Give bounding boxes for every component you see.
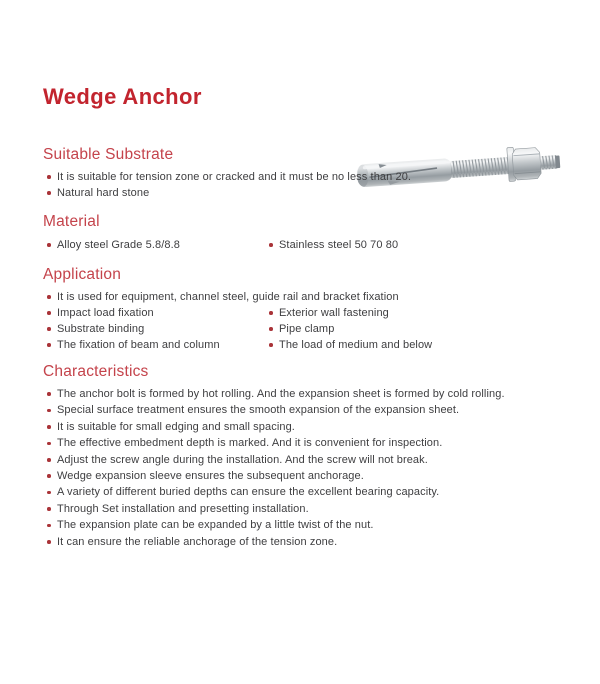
bullet-item: Adjust the screw angle during the installation. And the screw will not break. xyxy=(43,452,562,468)
bullet-item: Pipe clamp xyxy=(265,321,562,337)
material-right-list xyxy=(265,237,562,253)
bullet-item: The expansion plate can be expanded by a little twist of the nut. xyxy=(43,517,562,533)
section-application xyxy=(43,265,562,353)
bullet-item: The fixation of beam and column xyxy=(43,337,265,353)
document-page xyxy=(0,84,600,684)
suitable-substrate-list xyxy=(43,169,562,201)
bullet-item: Substrate binding xyxy=(43,321,265,337)
application-columns xyxy=(43,305,562,353)
bullet-item: It is suitable for small edging and small spacing. xyxy=(43,419,562,435)
material-heading: Material xyxy=(43,213,100,230)
bullet-item: Wedge expansion sleeve ensures the subsequent anchorage. xyxy=(43,468,562,484)
application-full-list xyxy=(43,289,562,305)
bullet-item: It is used for equipment, channel steel, guide rail and bracket fixation xyxy=(43,289,562,305)
bullet-item: Stainless steel 50 70 80 xyxy=(265,237,562,253)
bullet-item: Impact load fixation xyxy=(43,305,265,321)
bullet-item: A variety of different buried depths can ensure the excellent bearing capacity. xyxy=(43,484,562,500)
bullet-item: Natural hard stone xyxy=(43,185,562,201)
material-columns xyxy=(43,237,562,253)
application-left-list xyxy=(43,305,265,353)
characteristics-list xyxy=(43,386,562,550)
bullet-item: It is suitable for tension zone or cracked and it must be no less than 20. xyxy=(43,169,562,185)
bullet-item: The effective embedment depth is marked. And it is convenient for inspection. xyxy=(43,435,562,451)
material-left-list xyxy=(43,237,265,253)
bullet-item: Special surface treatment ensures the smooth expansion of the expansion sheet. xyxy=(43,402,562,418)
page-title: Wedge Anchor xyxy=(43,84,202,109)
bullet-item: The anchor bolt is formed by hot rolling. And the expansion sheet is formed by cold rolling. xyxy=(43,386,562,402)
suitable-substrate-heading: Suitable Substrate xyxy=(43,146,174,163)
section-characteristics xyxy=(43,362,562,550)
section-material xyxy=(43,212,562,253)
bullet-item: Alloy steel Grade 5.8/8.8 xyxy=(43,237,265,253)
bullet-item: It can ensure the reliable anchorage of the tension zone. xyxy=(43,534,562,550)
characteristics-heading: Characteristics xyxy=(43,363,149,380)
bullet-item: The load of medium and below xyxy=(265,337,562,353)
bullet-item: Through Set installation and presetting installation. xyxy=(43,501,562,517)
bullet-item: Exterior wall fastening xyxy=(265,305,562,321)
application-heading: Application xyxy=(43,266,122,283)
application-right-list xyxy=(265,305,562,353)
